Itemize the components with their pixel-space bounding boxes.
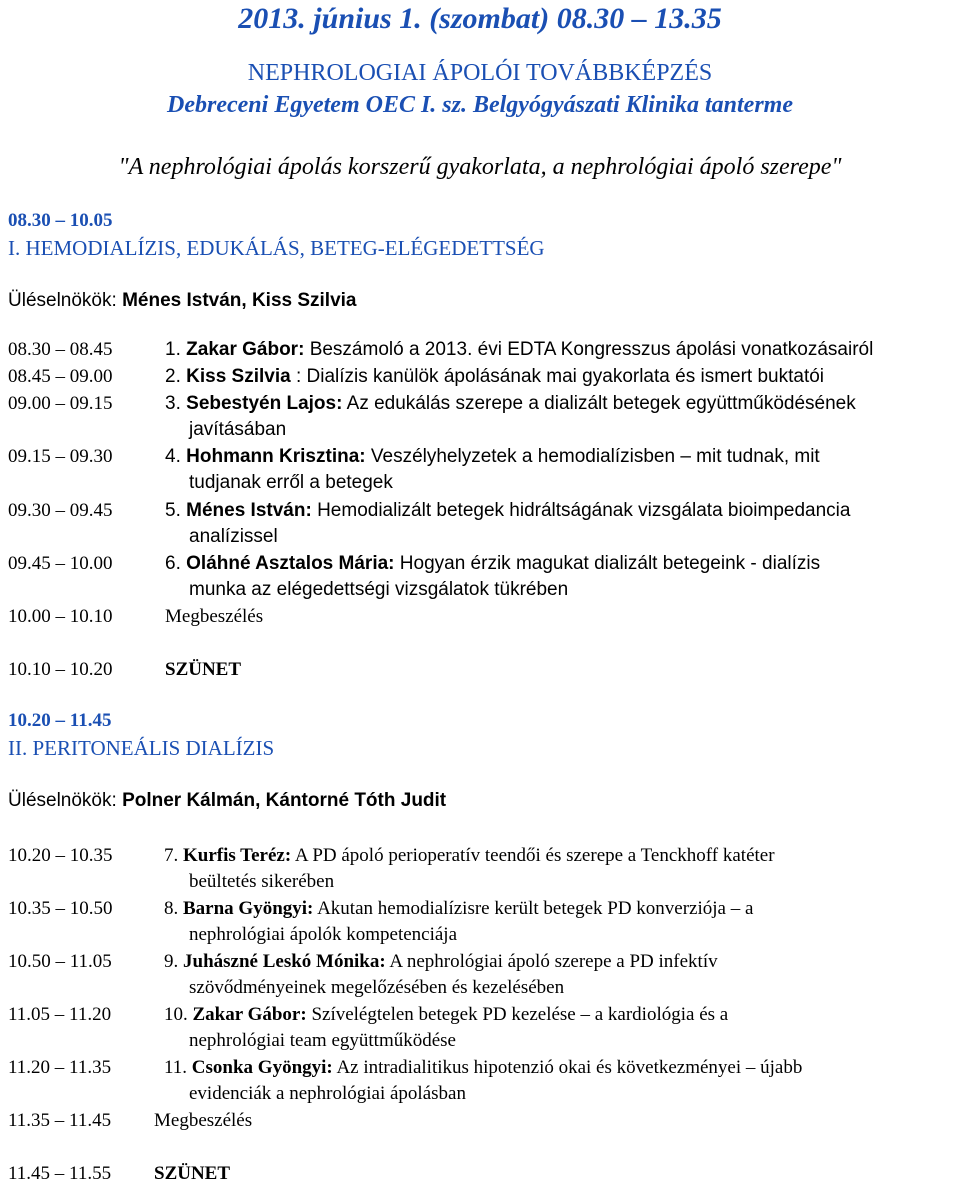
schedule-item: [8, 1057, 960, 1104]
schedule-item: [8, 951, 960, 998]
item-number: 7.: [164, 845, 179, 866]
item-time: 08.45 – 09.00: [8, 366, 113, 387]
event-date: 2013. június 1. (szombat) 08.30 – 13.35: [238, 2, 722, 35]
chairs-names: Ménes István, Kiss Szilvia: [122, 290, 357, 311]
item-title: Hogyan érzik magukat dializált betegeink - dialízis: [399, 553, 821, 574]
item-text: [165, 500, 850, 522]
item-title-continued: evidenciák a nephrológiai ápolásban: [189, 1083, 466, 1104]
section1-time: 08.30 – 10.05: [8, 210, 113, 231]
section1-discussion: [8, 606, 960, 633]
item-text: [164, 1004, 728, 1026]
item-title: A nephrológiai ápoló szerepe a PD infektív: [389, 951, 718, 972]
schedule-item: [8, 1004, 960, 1051]
section2-discussion: [8, 1110, 960, 1137]
schedule-item: [8, 393, 960, 440]
item-number: 6.: [165, 553, 181, 574]
event-organizer: NEPHROLOGIAI ÁPOLÓI TOVÁBBKÉPZÉS: [247, 60, 713, 86]
item-speaker: Barna Gyöngyi:: [183, 898, 314, 919]
schedule-item: [8, 446, 960, 493]
item-title-continued: szövődményeinek megelőzésében és kezelésében: [189, 977, 565, 998]
item-speaker: Kiss Szilvia: [186, 366, 291, 387]
item-time: 10.35 – 10.50: [8, 898, 113, 919]
item-title-continued: analízissel: [189, 526, 278, 547]
item-time: 09.00 – 09.15: [8, 393, 113, 414]
item-speaker: Zakar Gábor:: [186, 339, 305, 360]
item-number: 1.: [165, 339, 181, 360]
discussion-label: Megbeszélés: [165, 606, 264, 627]
item-text: [165, 393, 856, 415]
item-text: [165, 446, 820, 468]
item-speaker: Ménes István:: [186, 500, 312, 521]
item-title: Beszámoló a 2013. évi EDTA Kongresszus ápolási vonatkozásairól: [309, 339, 874, 360]
item-speaker: Zakar Gábor:: [192, 1004, 307, 1025]
break-time: 10.10 – 10.20: [8, 659, 113, 680]
item-title: Veszélyhelyzetek a hemodialízisben – mit tudnak, mit: [370, 446, 820, 467]
item-title-continued: nephrológiai team együttműködése: [189, 1030, 456, 1051]
item-number: 10.: [164, 1004, 188, 1025]
item-title: Akutan hemodialízisre került betegek PD konverziója – a: [317, 898, 754, 919]
item-title-continued: nephrológiai ápolók kompetenciája: [189, 924, 458, 945]
schedule-item: [8, 898, 960, 945]
item-number: 5.: [165, 500, 181, 521]
section2-chairs: [8, 790, 446, 812]
item-time: 11.05 – 11.20: [8, 1004, 112, 1025]
item-number: 11.: [164, 1057, 188, 1078]
break-label: SZÜNET: [165, 659, 242, 680]
event-venue: Debreceni Egyetem OEC I. sz. Belgyógyászati Klinika tanterme: [167, 92, 793, 118]
item-title: Szívelégtelen betegek PD kezelése – a kardiológia és a: [311, 1004, 729, 1025]
item-text: [164, 1057, 802, 1079]
schedule-item: [8, 553, 960, 600]
item-speaker: Hohmann Krisztina:: [186, 446, 366, 467]
item-time: 09.30 – 09.45: [8, 500, 113, 521]
item-time: 09.45 – 10.00: [8, 553, 113, 574]
section2-time: 10.20 – 11.45: [8, 710, 112, 731]
item-time: 09.15 – 09.30: [8, 446, 113, 467]
item-speaker: Oláhné Asztalos Mária:: [186, 553, 395, 574]
item-time: 08.30 – 08.45: [8, 339, 113, 360]
item-title: : Dialízis kanülök ápolásának mai gyakorlata és ismert buktatói: [295, 366, 825, 387]
item-title-continued: tudjanak erről a betegek: [189, 472, 393, 493]
item-text: [165, 366, 824, 388]
item-number: 2.: [165, 366, 181, 387]
item-time: 10.20 – 10.35: [8, 845, 113, 866]
item-title: Az intradialitikus hipotenzió okai és következményei – újabb: [336, 1057, 803, 1078]
discussion-time: 11.35 – 11.45: [8, 1110, 112, 1131]
section1-title: I. HEMODIALÍZIS, EDUKÁLÁS, BETEG-ELÉGEDETTSÉG: [8, 236, 545, 260]
item-text: [165, 339, 873, 361]
item-speaker: Juhászné Leskó Mónika:: [183, 951, 386, 972]
event-motto: "A nephrológiai ápolás korszerű gyakorlata, a nephrológiai ápoló szerepe": [118, 154, 842, 180]
item-number: 8.: [164, 898, 179, 919]
item-speaker: Kurfis Teréz:: [183, 845, 292, 866]
discussion-label: Megbeszélés: [154, 1110, 253, 1131]
item-text: [164, 898, 753, 920]
schedule-item: [8, 500, 960, 547]
chairs-names: Polner Kálmán, Kántorné Tóth Judit: [122, 790, 447, 811]
item-speaker: Sebestyén Lajos:: [186, 393, 343, 414]
schedule-item: [8, 366, 960, 393]
item-title-continued: munka az elégedettségi vizsgálatok tükrében: [189, 579, 569, 600]
item-title: Hemodializált betegek hidráltságának vizsgálata bioimpedancia: [317, 500, 851, 521]
break-label: SZÜNET: [154, 1163, 231, 1184]
discussion-time: 10.00 – 10.10: [8, 606, 113, 627]
section1-break: [8, 659, 960, 686]
item-time: 10.50 – 11.05: [8, 951, 112, 972]
schedule-item: [8, 845, 960, 892]
item-title-continued: javításában: [189, 419, 287, 440]
item-number: 4.: [165, 446, 181, 467]
item-title: A PD ápoló perioperatív teendői és szerepe a Tenckhoff katéter: [294, 845, 775, 866]
section2-title: II. PERITONEÁLIS DIALÍZIS: [8, 736, 275, 760]
item-text: [164, 845, 775, 867]
item-speaker: Csonka Gyöngyi:: [191, 1057, 333, 1078]
item-text: [165, 553, 820, 575]
section1-chairs: [8, 290, 357, 312]
break-time: 11.45 – 11.55: [8, 1163, 112, 1184]
item-number: 3.: [165, 393, 181, 414]
chairs-label: Üléselnökök:: [8, 290, 117, 311]
item-number: 9.: [164, 951, 179, 972]
item-time: 11.20 – 11.35: [8, 1057, 112, 1078]
item-title-continued: beültetés sikerében: [189, 871, 335, 892]
item-title: Az edukálás szerepe a dializált betegek együttműködésének: [346, 393, 856, 414]
schedule-item: [8, 339, 960, 366]
item-text: [164, 951, 718, 973]
chairs-label: Üléselnökök:: [8, 790, 117, 811]
